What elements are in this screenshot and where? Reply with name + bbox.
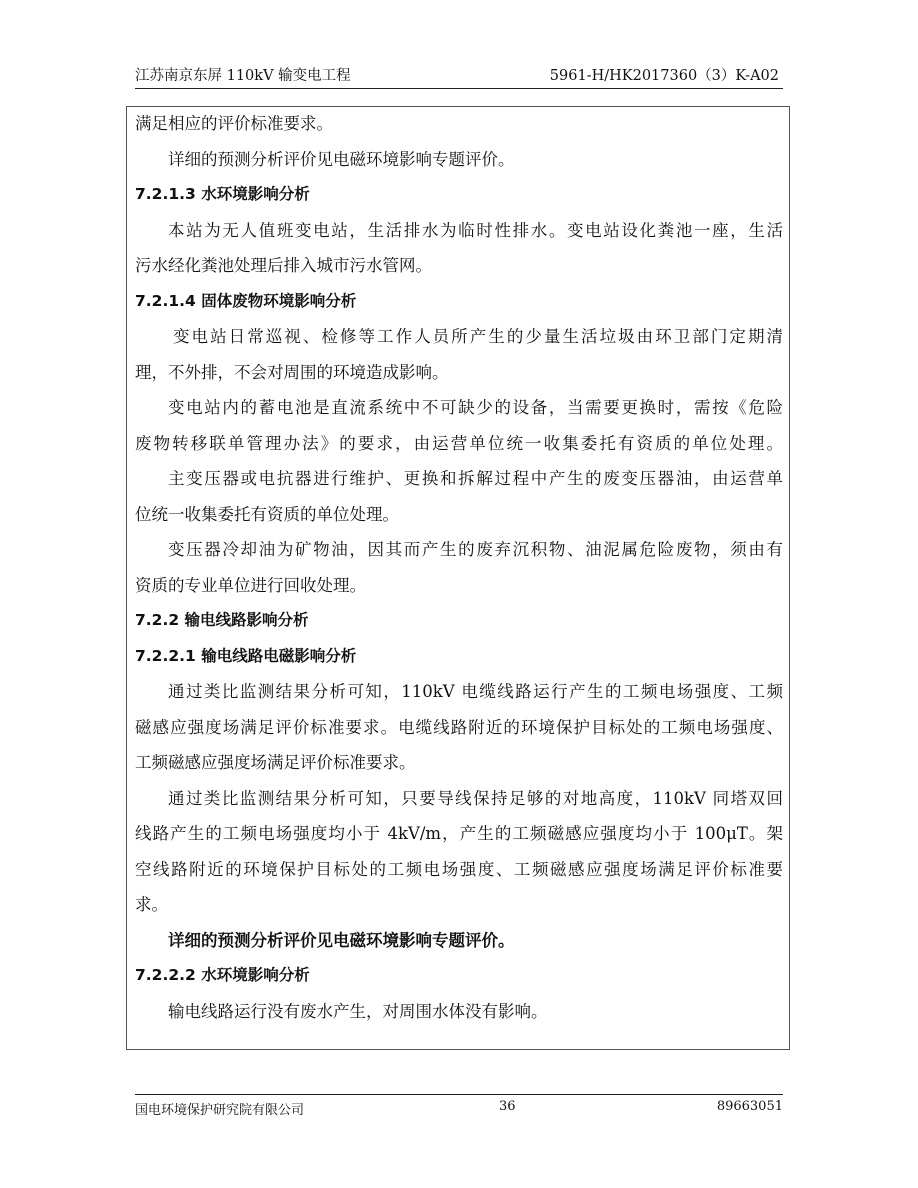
- body-line: 资质的专业单位进行回收处理。: [135, 575, 366, 595]
- body-line: 通过类比监测结果分析可知，110kV 电缆线路运行产生的工频电场强度、工频: [168, 682, 783, 701]
- bold-body-line: 详细的预测分析评价见电磁环境影响专题评价。: [168, 930, 515, 950]
- section-heading-7-2-2-1: 7.2.2.1 输电线路电磁影响分析: [135, 646, 357, 665]
- body-line: 变电站内的蓄电池是直流系统中不可缺少的设备，当需要更换时，需按《危险: [168, 398, 783, 417]
- body-line: 通过类比监测结果分析可知，只要导线保持足够的对地高度，110kV 同塔双回: [168, 788, 783, 808]
- section-heading-7-2-2-2: 7.2.2.2 水环境影响分析: [135, 966, 310, 984]
- body-line: 工频磁感应强度场满足评价标准要求。: [135, 753, 416, 772]
- section-heading-7-2-1-3: 7.2.1.3 水环境影响分析: [135, 185, 310, 203]
- section-heading-7-2-1-4: 7.2.1.4 固体废物环境影响分析: [135, 291, 357, 310]
- page-number: 36: [499, 1099, 516, 1114]
- body-line: 废物转移联单管理办法》的要求，由运营单位统一收集委托有资质的单位处理。: [135, 433, 783, 453]
- body-line: 主变压器或电抗器进行维护、更换和拆解过程中产生的废变压器油，由运营单: [168, 469, 783, 488]
- body-line: 变压器冷却油为矿物油，因其而产生的废弃沉积物、油泥属危险废物，须由有: [168, 540, 783, 559]
- page-footer: [135, 1094, 783, 1117]
- body-line: 求。: [135, 895, 168, 914]
- document-code: 5961-H/HK2017360（3）K-A02: [549, 68, 779, 84]
- body-line: 空线路附近的环境保护目标处的工频电场强度、工频磁感应强度场满足评价标准要: [135, 859, 783, 879]
- report-body: [135, 106, 783, 1029]
- body-line: 线路产生的工频电场强度均小于 4kV/m，产生的工频磁感应强度均小于 100μT。架: [135, 824, 783, 843]
- body-line: 变电站日常巡视、检修等工作人员所产生的少量生活垃圾由环卫部门定期清: [173, 327, 783, 346]
- body-line: 详细的预测分析评价见电磁环境影响专题评价。: [168, 149, 515, 169]
- body-line: 理，不外排，不会对周围的环境造成影响。: [135, 362, 449, 382]
- organization-name: 国电环境保护研究院有限公司: [135, 1103, 305, 1118]
- section-heading-7-2-2: 7.2.2 输电线路影响分析: [135, 611, 309, 629]
- body-line: 位统一收集委托有资质的单位处理。: [135, 504, 399, 524]
- body-line: 磁感应强度场满足评价标准要求。电缆线路附近的环境保护目标处的工频电场强度、: [135, 717, 783, 737]
- body-line: 输电线路运行没有废水产生，对周围水体没有影响。: [168, 1001, 548, 1021]
- body-line: 污水经化粪池处理后排入城市污水管网。: [135, 256, 432, 275]
- page-header: [135, 62, 783, 89]
- document-number: 89663051: [716, 1099, 783, 1114]
- body-line: 满足相应的评价标准要求。: [135, 114, 333, 133]
- project-title: 江苏南京东屏 110kV 输变电工程: [135, 68, 351, 84]
- body-line: 本站为无人值班变电站，生活排水为临时性排水。变电站设化粪池一座，生活: [168, 220, 783, 240]
